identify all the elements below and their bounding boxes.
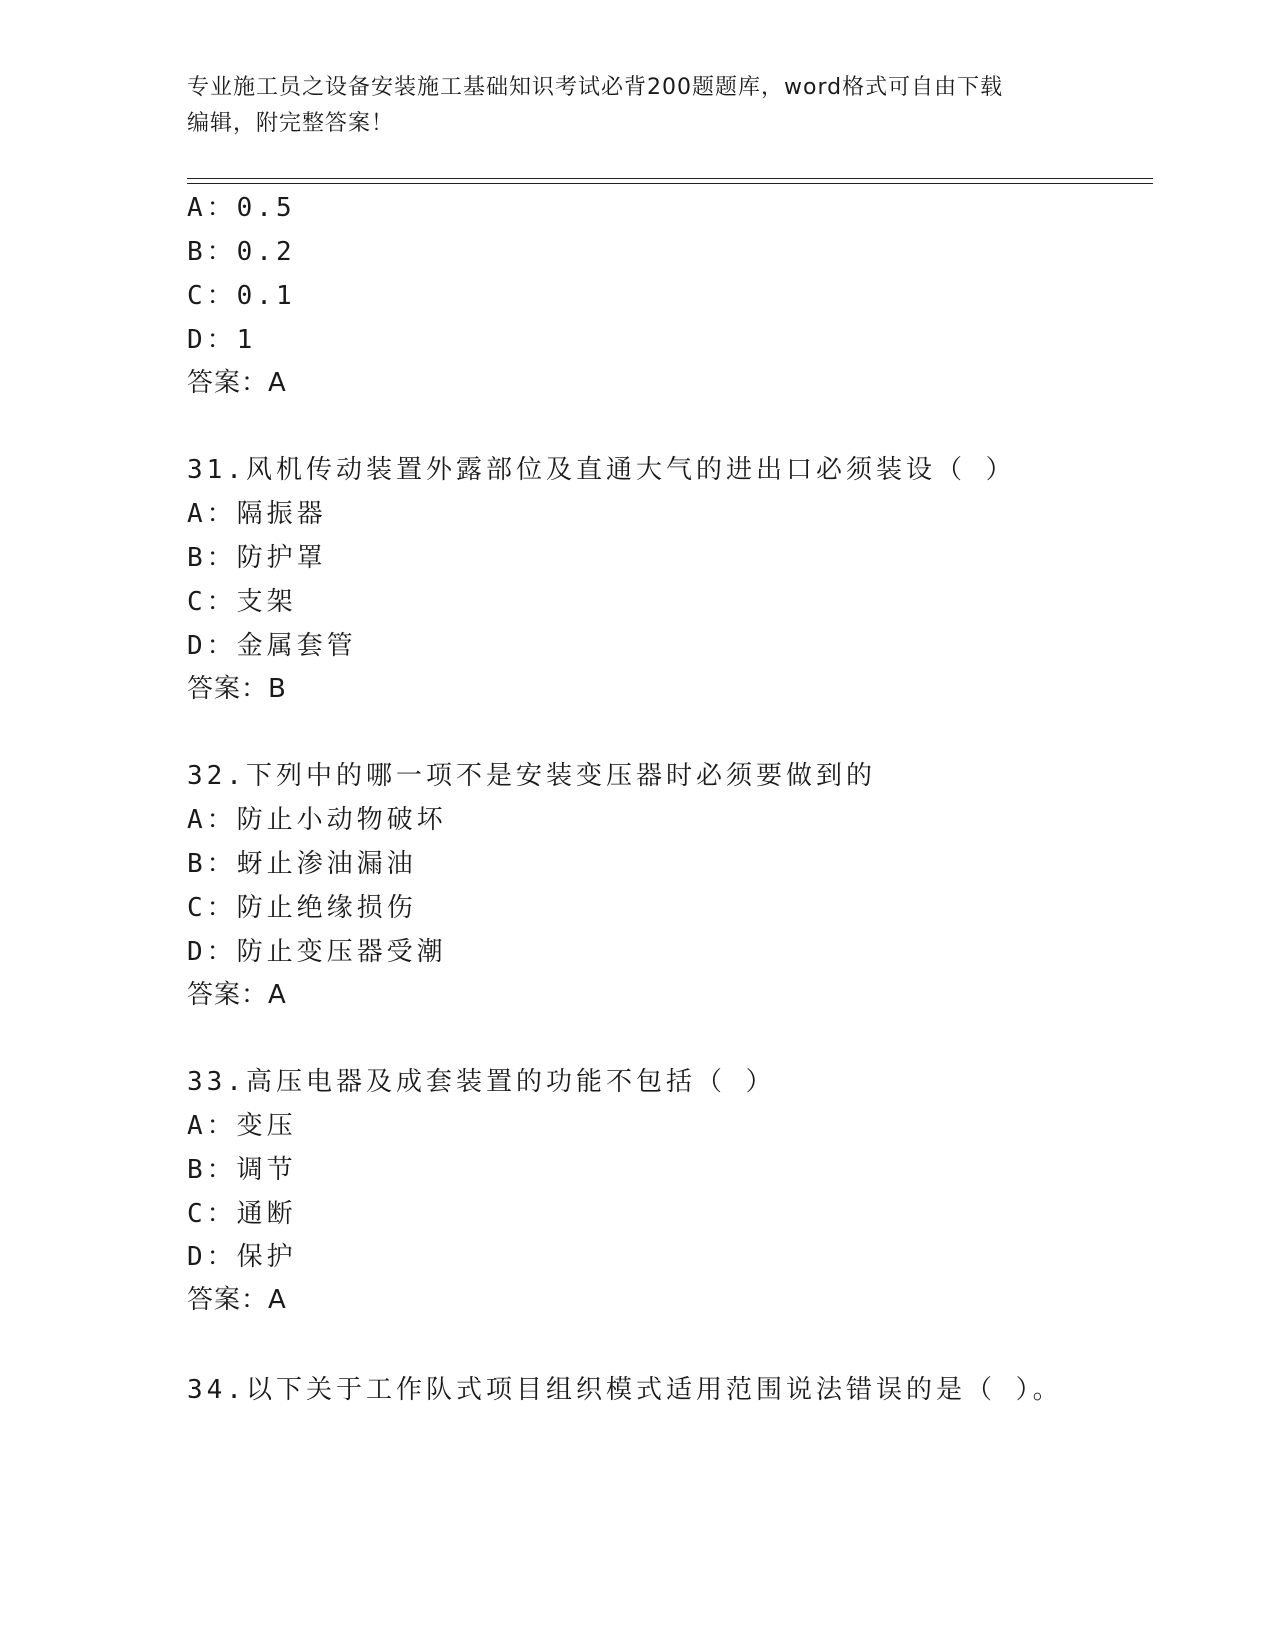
- answer-line: 答案：A: [187, 1285, 287, 1315]
- option-c: C：通断: [187, 1199, 297, 1229]
- option-d: D：保护: [187, 1242, 297, 1272]
- option-b: B：0.2: [187, 237, 296, 267]
- question-title: 33.高压电器及成套装置的功能不包括（ ）: [187, 1067, 776, 1097]
- option-b: B：调节: [187, 1155, 297, 1185]
- option-a: A：0.5: [187, 193, 296, 223]
- answer-line: 答案：B: [187, 674, 287, 704]
- option-b: B：蚜止渗油漏油: [187, 849, 417, 879]
- header-divider-bottom: [187, 183, 1153, 184]
- option-d: D：金属套管: [187, 631, 357, 661]
- header-line-2: 编辑，附完整答案！: [187, 111, 395, 136]
- question-title: 32.下列中的哪一项不是安装变压器时必须要做到的: [187, 761, 876, 791]
- option-a: A：防止小动物破坏: [187, 805, 447, 835]
- document-header: [187, 70, 1087, 142]
- option-c: C：防止绝缘损伤: [187, 893, 417, 923]
- header-divider-top: [187, 178, 1153, 179]
- option-c: C：0.1: [187, 281, 296, 311]
- option-a: A：隔振器: [187, 499, 327, 529]
- option-d: D：1: [187, 325, 257, 355]
- option-b: B：防护罩: [187, 543, 327, 573]
- answer-line: 答案：A: [187, 980, 287, 1010]
- question-title: 34.以下关于工作队式项目组织模式适用范围说法错误的是（ ）。: [187, 1375, 1063, 1405]
- header-line-1: 专业施工员之设备安装施工基础知识考试必背200题题库，word格式可自由下载: [187, 75, 1004, 100]
- option-a: A：变压: [187, 1111, 297, 1141]
- answer-line: 答案：A: [187, 368, 287, 398]
- option-c: C：支架: [187, 587, 297, 617]
- option-d: D：防止变压器受潮: [187, 937, 447, 967]
- question-title: 31.风机传动装置外露部位及直通大气的进出口必须装设（ ）: [187, 455, 1016, 485]
